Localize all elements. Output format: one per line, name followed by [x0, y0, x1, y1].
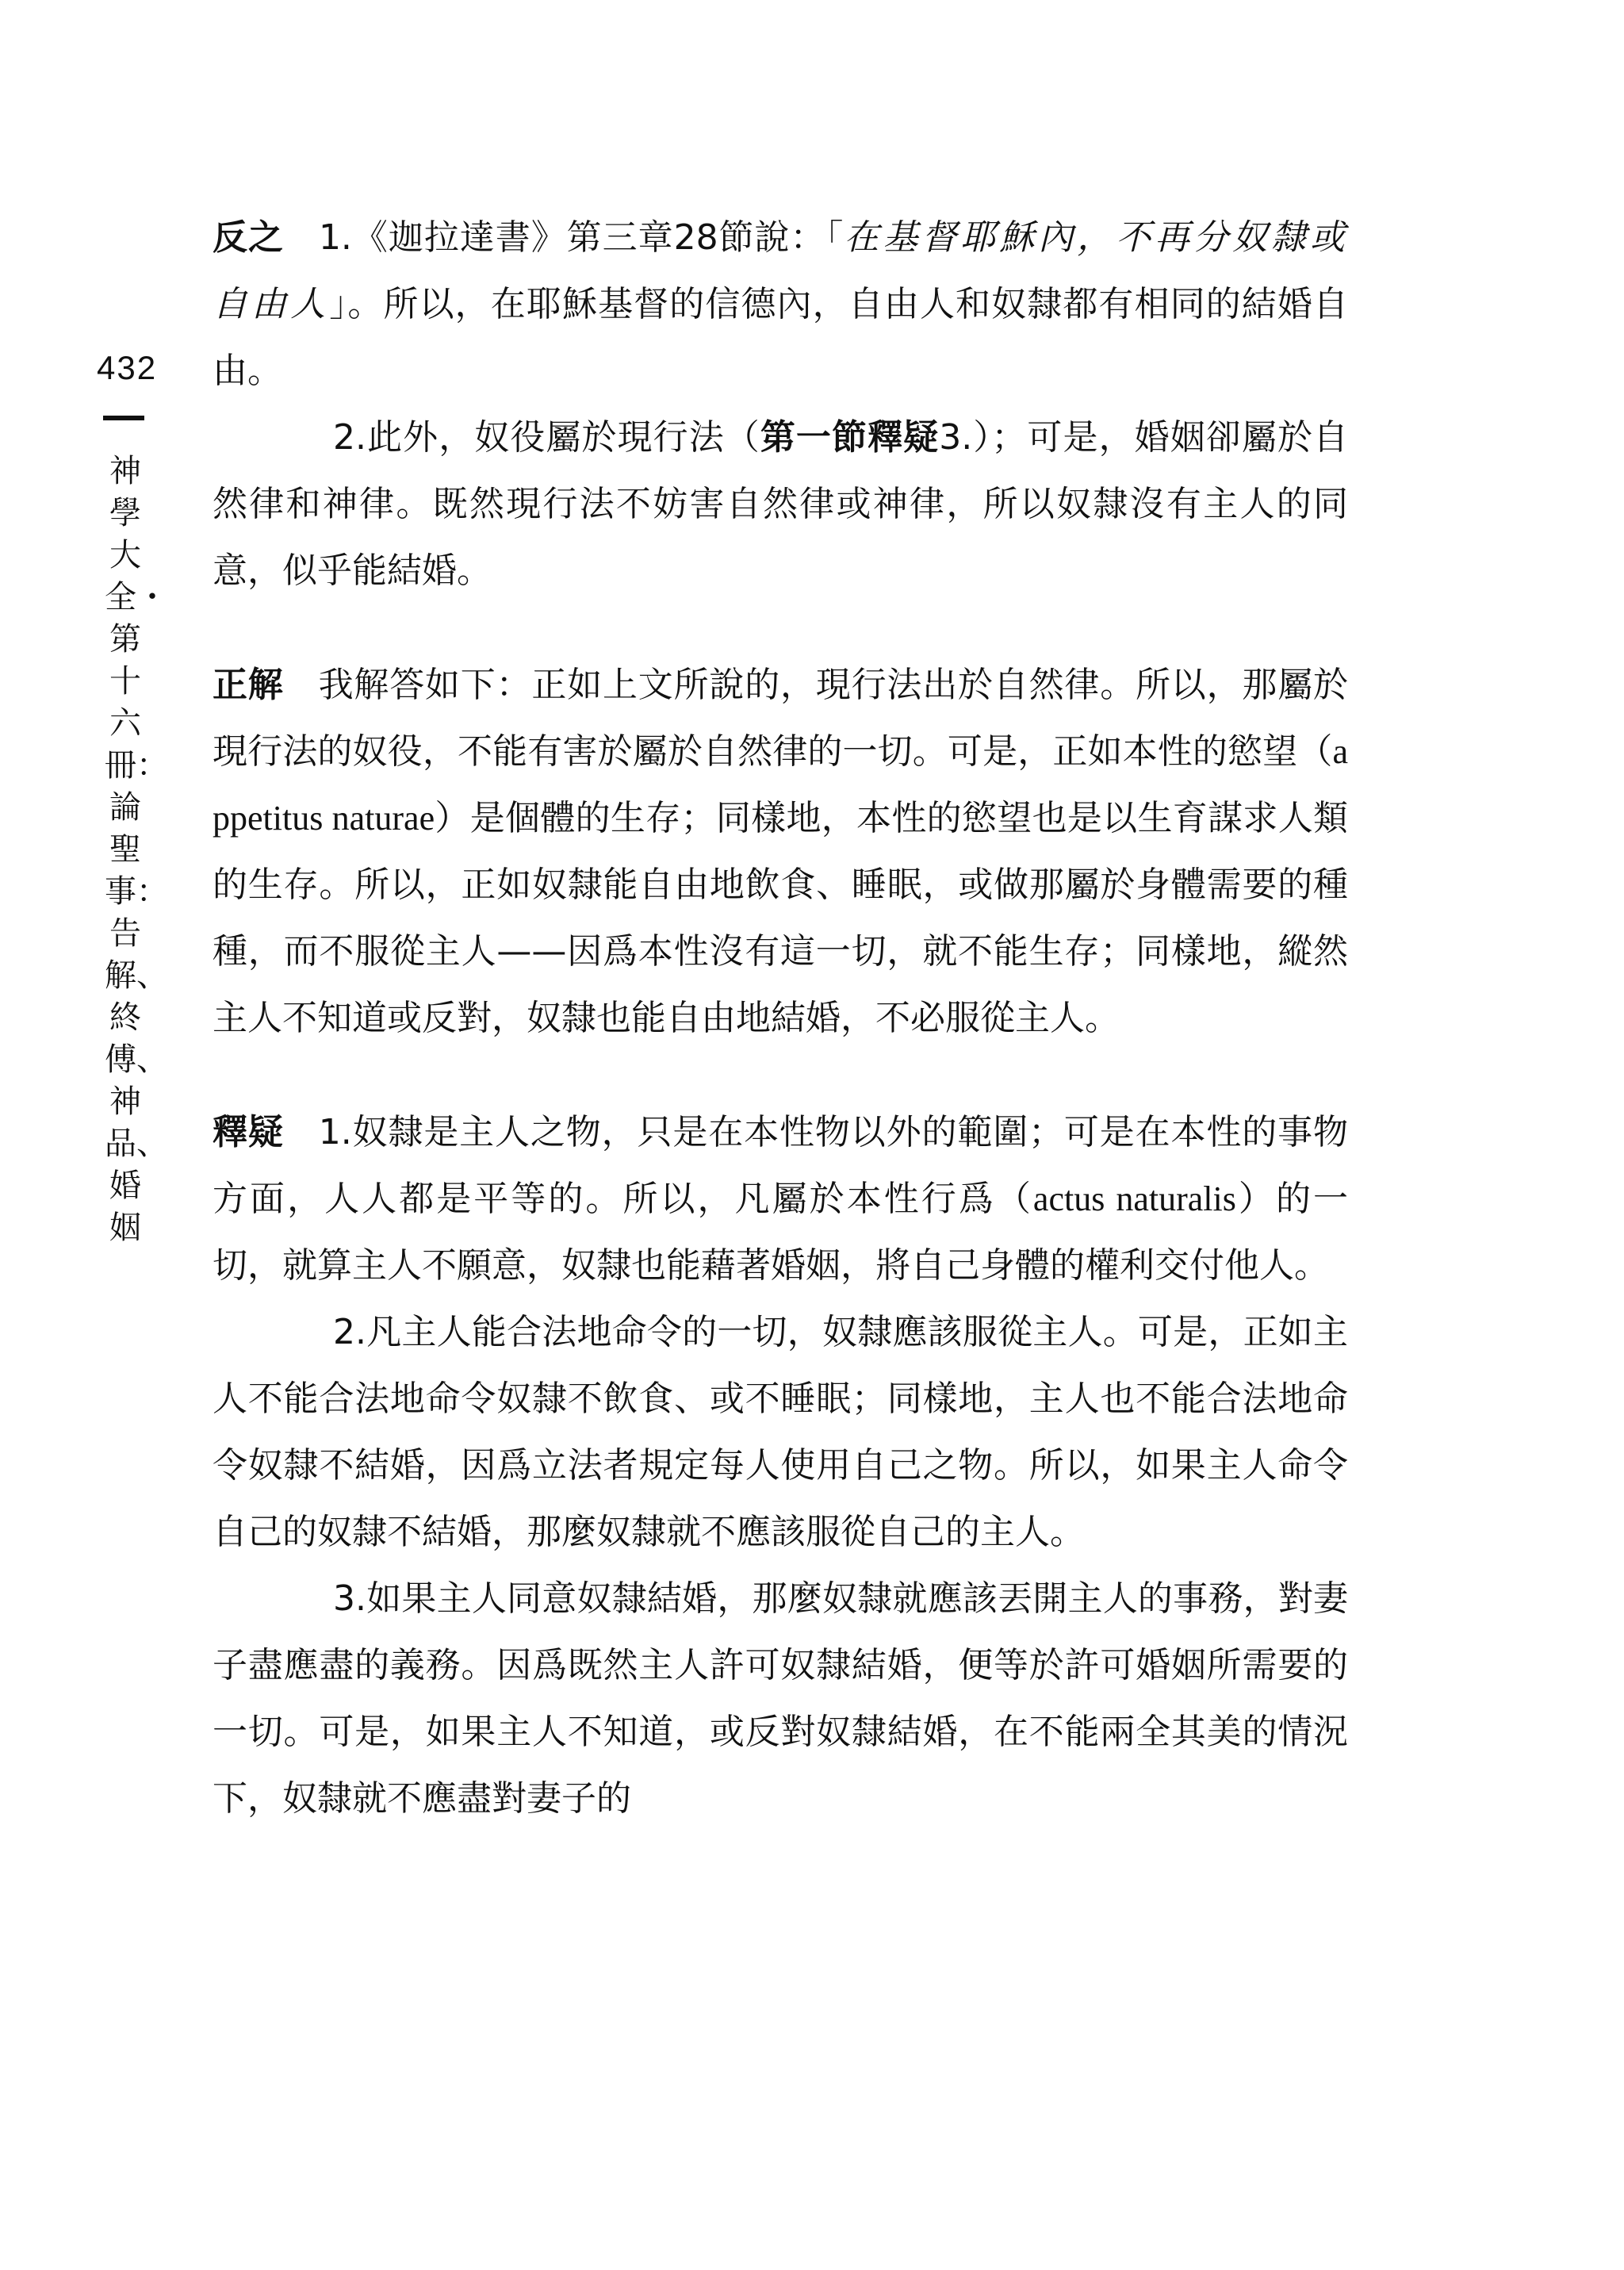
sed-contra-p1-text-1: 1.《迦拉達書》第三章28節說：「 [318, 217, 845, 258]
sed-contra-paragraph-1 [213, 205, 1348, 405]
sed-contra-p2-text-2: 3.）；可是，婚姻卻屬於自然律和神律。既然現行法不妨害自然律或神律，所以奴隸沒有主人的同意，似乎能結婚。 [213, 417, 1349, 591]
reply-1-text-1: 1.奴隸是主人之物，只是在本性物以外的範圍；可是在本性的事物方面，人人都是平等的。所以，凡屬於本性行爲（ [213, 1112, 1348, 1219]
respondeo-label: 正解 [213, 665, 284, 705]
running-head: 神學大全・第十六冊：論聖事：告解、終傅、神品、婚姻 [105, 453, 168, 1246]
replies-label: 釋疑 [213, 1112, 284, 1152]
respondeo-text-2: ）是個體的生存；同樣地，本性的慾望也是以生育謀求人類的生存。所以，正如奴隸能自由地飲食、睡眠，或做那屬於身體需要的種種，而不服從主人——因爲本性沒有這一切，就不能生存；同樣地，縱然主人不知道或反對，奴隸也能自由地結婚，不必服從主人。 [213, 798, 1349, 1038]
cross-reference: 第一節釋疑 [760, 417, 940, 458]
respondeo-text-1: 我解答如下：正如上文所說的，現行法出於自然律。所以，那屬於現行法的奴役，不能有害於屬於自然律的一切。可是，正如本性的慾望（ [213, 665, 1349, 772]
sed-contra-p2-text-1: 2.此外，奴役屬於現行法（ [333, 417, 760, 458]
reply-1-paragraph [213, 1099, 1348, 1299]
scripture-quote: 在基督耶穌內，不再分奴隸或自由人 [213, 217, 1349, 324]
sed-contra-label: 反之 [213, 217, 284, 258]
latin-term-actus: actus naturalis [1032, 1179, 1236, 1218]
margin-rule [103, 416, 144, 420]
body-text [213, 205, 1348, 1832]
reply-3-paragraph: 3.如果主人同意奴隸結婚，那麼奴隸就應該丟開主人的事務，對妻子盡應盡的義務。因爲既然主人許可奴隸結婚，便等於許可婚姻所需要的一切。可是，如果主人不知道，或反對奴隸結婚，在不能兩全其美的情況下，奴隸就不應盡對妻子的 [213, 1578, 1348, 1819]
respondeo-paragraph [213, 652, 1348, 1052]
sed-contra-paragraph-2 [213, 405, 1348, 604]
reply-1-text-2: ）的一切，就算主人不願意，奴隸也能藉著婚姻，將自己身體的權利交付他人。 [213, 1179, 1349, 1286]
reply-2-paragraph: 2.凡主人能合法地命令的一切，奴隸應該服從主人。可是，正如主人不能合法地命令奴隸不飲食、或不睡眠；同樣地，主人也不能合法地命令奴隸不結婚，因爲立法者規定每人使用自己之物。所以，如果主人命令自己的奴隸不結婚，那麼奴隸就不應該服從自己的主人。 [213, 1312, 1348, 1552]
latin-term-appetitus: appetitus naturae [213, 732, 1348, 838]
page-number: 432 [97, 349, 158, 386]
sed-contra-p1-text-2: 」。所以，在耶穌基督的信德內，自由人和奴隸都有相同的結婚自由。 [213, 284, 1349, 391]
